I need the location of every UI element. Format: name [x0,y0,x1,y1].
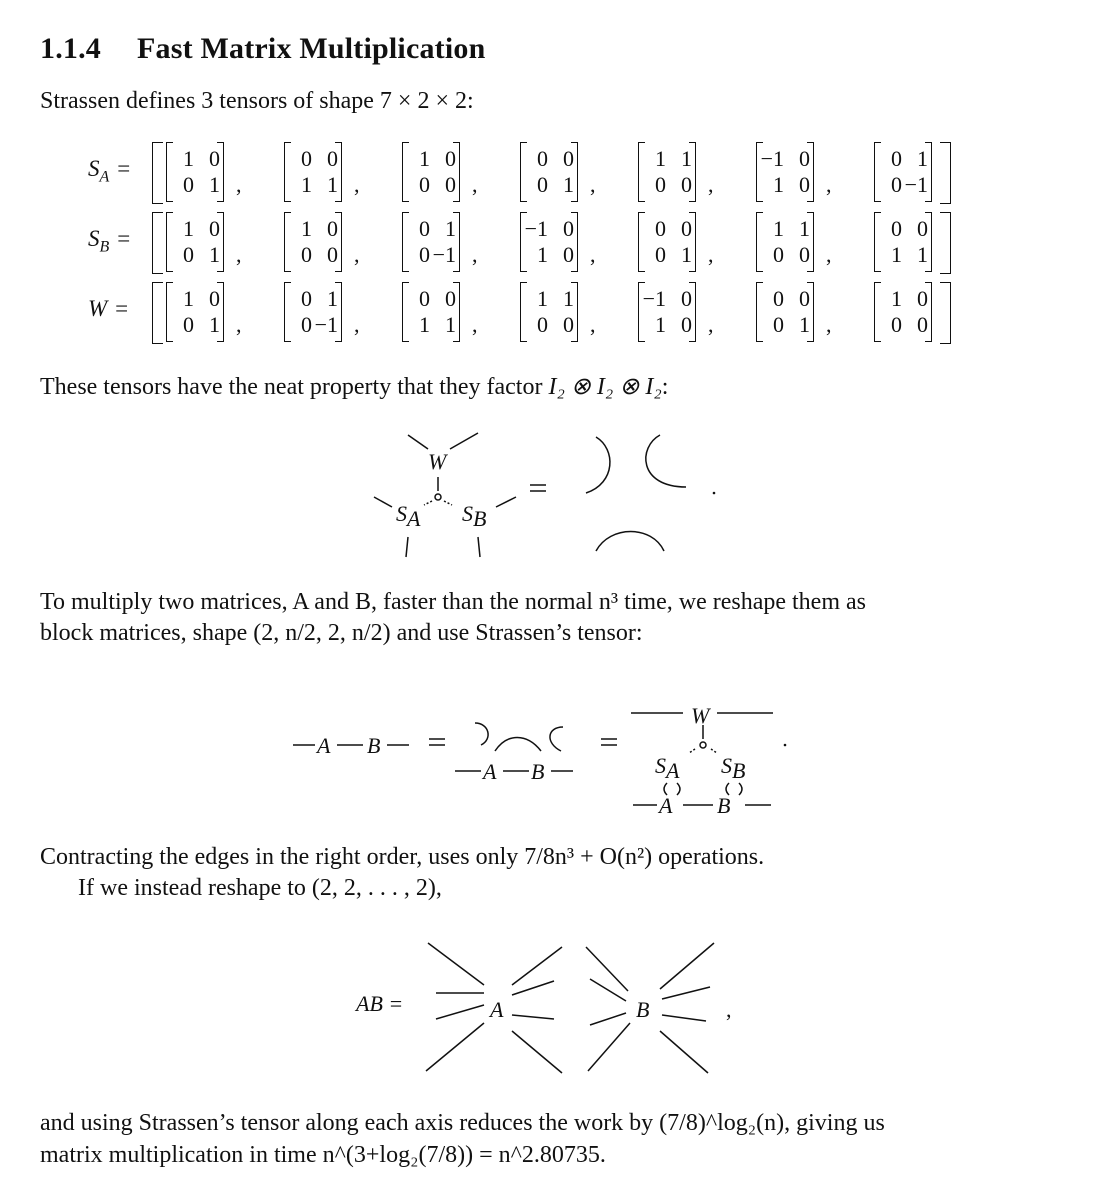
diagram2-a-label: A [317,733,331,758]
matrix-cell: 0 [891,146,902,171]
matrix-cell: 1 [799,312,810,337]
paragraph-1-line-1: To multiply two matrices, A and B, faster than the normal n³ time, we reshape them as [40,589,866,615]
intro-text: Strassen defines 3 tensors of shape 7 × 2 × 2: [40,88,474,114]
matrix-separator: , [708,312,714,337]
contraction-node [435,494,441,500]
matrix-cell: −1 [642,286,666,311]
matrix-cell: 0 [681,172,692,197]
matrix-cell: 0 [891,172,902,197]
matrix-cell: 0 [327,146,338,171]
outer-bracket-left [152,282,163,344]
matrix [638,284,696,340]
factor-diagram [360,425,740,565]
matrix-cell: 0 [773,286,784,311]
paragraph-1-line-2: block matrices, shape (2, n/2, 2, n/2) and use Strassen’s tensor: [40,620,643,646]
matrix-separator: , [472,312,478,337]
svg-text:SB [462,501,486,531]
matrix [402,214,460,270]
w-leg-left [408,435,428,449]
matrix-cell: 1 [183,286,194,311]
matrix [402,144,460,200]
cup-left [646,435,686,487]
matrix-cell: 1 [301,172,312,197]
tensor-name: S [88,226,100,251]
matrix [166,284,224,340]
matrix-cell: −1 [760,146,784,171]
matrix-cell: 0 [301,286,312,311]
matrix [284,214,342,270]
diagram2-b-bottom-label: B [717,793,731,818]
matrix-cell: 0 [563,216,574,241]
cap-bottom [596,532,664,552]
section-heading [40,32,486,66]
matrix-separator: , [236,312,242,337]
ab-label: AB = [356,991,404,1016]
matrix-cell: 0 [891,216,902,241]
matrix [874,144,932,200]
matrix-separator: , [236,172,242,197]
diagram2-sa-label: S [655,753,666,778]
matrix-cell: 0 [799,172,810,197]
matrix-cell: 0 [209,216,220,241]
sb-leg-right [496,497,516,507]
matrix-cell: 1 [183,216,194,241]
matrix-separator: , [826,312,832,337]
tensor-row [160,142,1000,202]
diagram3-comma: , [726,997,732,1022]
matrix [284,144,342,200]
matrix-separator: , [708,242,714,267]
matrix-cell: 1 [301,216,312,241]
matrix-cell: 1 [917,242,928,267]
tensor-label [88,296,128,327]
matrix-cell: 0 [209,286,220,311]
matrix [756,284,814,340]
matrix-separator: , [354,312,360,337]
matrix-cell: 0 [563,146,574,171]
equals-sign: = [117,226,131,251]
factor-expression: I₂ ⊗ I₂ ⊗ I₂ [548,374,662,400]
matrix [638,214,696,270]
matrix-cell: 0 [183,312,194,337]
diagram2-sa-sub: A [666,758,680,783]
matrix-separator: , [590,172,596,197]
matrix-cell: 0 [681,286,692,311]
matrix-cell: 0 [301,312,312,337]
matrix-cell: 1 [445,312,456,337]
matrix-cell: −1 [524,216,548,241]
matrix-cell: 1 [799,216,810,241]
matrix-cell: 1 [681,146,692,171]
matrix-cell: 0 [799,286,810,311]
matrix-cell: 0 [419,172,430,197]
matrix-cell: 0 [445,286,456,311]
matrix-cell: 0 [563,312,574,337]
equals-sign: = [117,156,131,181]
diagram1-w-label: W [428,449,447,474]
block-multiplication-diagram [285,695,805,825]
matrix-cell: −1 [904,172,928,197]
w-leg-right [450,433,478,449]
matrix-cell: 1 [563,286,574,311]
matrix [520,284,578,340]
matrix-cell: 0 [445,172,456,197]
matrix-cell: 0 [917,312,928,337]
matrix-cell: 1 [563,172,574,197]
factor-colon: : [661,374,669,400]
diagram2-sb-label: S [721,753,732,778]
paragraph-3-line-2: matrix multiplication in time n^(3+log₂(7/8)) = n^2.80735. [40,1142,606,1168]
diagram1-sa-label: S [396,501,407,526]
matrix-separator: , [590,242,596,267]
diagram2-a-split-label: A [483,759,497,784]
paragraph-3-line-1: and using Strassen’s tensor along each axis reduces the work by (7/8)^log₂(n), giving us [40,1110,885,1136]
outer-bracket-right [940,142,951,204]
matrix-cell: 0 [655,242,666,267]
matrix-cell: 0 [445,146,456,171]
matrix-cell: 0 [773,312,784,337]
matrix-cell: 1 [445,216,456,241]
diagram2-b-split-label: B [531,759,545,784]
matrix [874,214,932,270]
matrix-separator: , [236,242,242,267]
matrix [520,214,578,270]
matrix [166,144,224,200]
paragraph-2-line-2: If we instead reshape to (2, 2, . . . , 2), [78,875,442,901]
matrix-cell: 0 [537,172,548,197]
matrix-cell: 0 [537,146,548,171]
tensor-label [88,226,130,257]
svg-text:SB [721,753,745,783]
diagram1-sa-sub: A [407,506,421,531]
matrix-cell: 0 [301,146,312,171]
tensor-name: S [88,156,100,181]
matrix-cell: 1 [681,242,692,267]
outer-bracket-left [152,142,163,204]
matrix-separator: , [354,172,360,197]
matrix-cell: 0 [799,146,810,171]
matrix-cell: 0 [917,216,928,241]
matrix-cell: 0 [419,242,430,267]
matrix-cell: 0 [563,242,574,267]
matrix-cell: 1 [891,286,902,311]
matrix-separator: , [472,242,478,267]
matrix [874,284,932,340]
matrix-cell: 0 [209,146,220,171]
matrix-cell: 0 [327,216,338,241]
matrix-cell: 1 [891,242,902,267]
matrix-separator: , [590,312,596,337]
matrix [284,284,342,340]
diagram1-sb-label: S [462,501,473,526]
sb-leg-down [478,537,480,557]
matrix-cell: 0 [799,242,810,267]
matrix-separator: , [708,172,714,197]
matrix-cell: 1 [655,146,666,171]
tensor-subscript: A [99,168,110,186]
matrix-cell: 0 [655,172,666,197]
outer-bracket-right [940,282,951,344]
matrix-cell: 0 [419,216,430,241]
matrix-cell: 0 [917,286,928,311]
matrix-cell: −1 [314,312,338,337]
matrix-cell: 1 [209,172,220,197]
matrix-cell: 1 [419,312,430,337]
outer-bracket-right [940,212,951,274]
tensor-row [160,282,1000,342]
matrix-cell: 1 [773,216,784,241]
tensor-name: W [88,296,108,321]
matrix-cell: 1 [327,172,338,197]
matrix-cell: 0 [183,172,194,197]
full-reshape-diagram [340,935,760,1085]
diagram2-b-label: B [367,733,381,758]
cup-right [586,437,610,493]
matrix [756,214,814,270]
svg-text:SA [655,753,680,783]
diagram3-b-label: B [636,997,650,1022]
matrix-cell: 1 [209,242,220,267]
matrix-cell: 1 [917,146,928,171]
matrix-cell: 0 [301,242,312,267]
matrix-cell: 1 [327,286,338,311]
diagram2-sb-sub: B [732,758,746,783]
sa-leg-left [374,497,392,507]
matrix [166,214,224,270]
factor-sentence [40,372,668,401]
matrix-cell: 1 [209,312,220,337]
svg-text:SA [396,501,421,531]
matrix-separator: , [826,242,832,267]
matrix [638,144,696,200]
matrix-separator: , [826,172,832,197]
matrix-cell: −1 [432,242,456,267]
matrix-cell: 0 [891,312,902,337]
outer-bracket-left [152,212,163,274]
matrix-cell: 0 [773,242,784,267]
diagram1-sb-sub: B [473,506,487,531]
section-title: Fast Matrix Multiplication [137,32,486,65]
matrix-cell: 0 [655,216,666,241]
matrix [402,284,460,340]
matrix-separator: , [354,242,360,267]
diagram3-a-label: A [490,997,504,1022]
matrix-cell: 1 [655,312,666,337]
matrix-cell: 1 [537,242,548,267]
matrix [756,144,814,200]
section-number: 1.1.4 [40,32,101,65]
matrix-cell: 0 [537,312,548,337]
equals-sign: = [115,296,129,321]
matrix-cell: 1 [419,146,430,171]
matrix-cell: 0 [183,242,194,267]
diagram2-a-bottom-label: A [659,793,673,818]
matrix-cell: 1 [773,172,784,197]
paragraph-2-line-1: Contracting the edges in the right order, uses only 7/8n³ + O(n²) operations. [40,844,765,870]
matrix-cell: 0 [327,242,338,267]
tensor-row [160,212,1000,272]
matrix-cell: 0 [681,312,692,337]
tensor-subscript: B [99,238,110,256]
matrix [520,144,578,200]
tensor-label [88,156,130,187]
matrix-cell: 1 [537,286,548,311]
matrix-separator: , [472,172,478,197]
diagram2-w-label: W [691,703,710,728]
matrix-cell: 0 [419,286,430,311]
matrix-cell: 1 [183,146,194,171]
sa-leg-down [406,537,408,557]
factor-text: These tensors have the neat property that they factor [40,374,549,400]
matrix-cell: 0 [681,216,692,241]
